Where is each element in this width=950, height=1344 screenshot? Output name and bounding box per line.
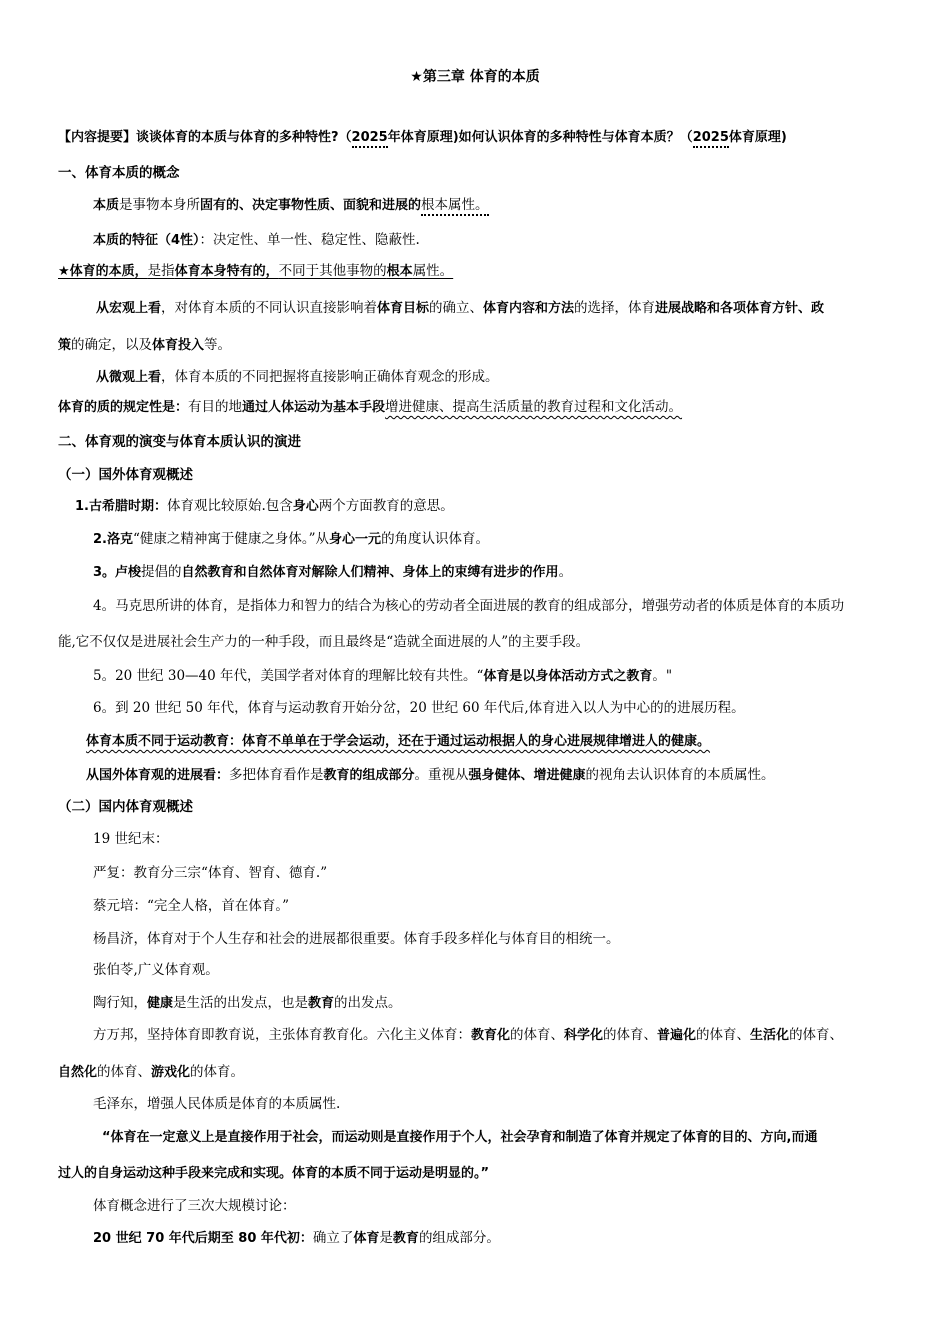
essence-definition: 本质是事物本身所固有的、决定事物性质、面貌和进展的根本属性。 <box>93 196 903 215</box>
domestic-item: 20 世纪 70 年代后期至 80 年代初：确立了体育是教育的组成部分。 <box>93 1230 500 1246</box>
domestic-item: 体育概念进行了三次大规模讨论： <box>93 1198 296 1214</box>
chapter-title: ★第三章 体育的本质 <box>410 69 540 85</box>
subsection-heading-domestic: （二）国内体育观概述 <box>58 799 193 815</box>
domestic-item: 严复：教育分三宗“体育、智育、德育.” <box>93 865 328 881</box>
domestic-item: 毛泽东，增强人民体质是体育的本质属性. <box>93 1096 341 1112</box>
domestic-item: 蔡元培：“完全人格，首在体育。” <box>93 898 290 914</box>
foreign-item-1: 1.古希腊时期：体育观比较原始.包含身心两个方面教育的意思。 <box>75 498 454 514</box>
macro-view-cont: 策的确定，以及体育投入等。 <box>58 337 232 353</box>
domestic-item: 张伯苓,广义体育观。 <box>93 962 219 978</box>
foreign-item-4: 4。马克思所讲的体育，是指体力和智力的结合为核心的劳动者全面进展的教育的组成部分，增强劳动者的体质是体育的本质功 <box>93 598 845 614</box>
domestic-item: 陶行知，健康是生活的出发点，也是教育的出发点。 <box>93 995 402 1011</box>
foreign-item-5: 5。20 世纪 30—40 年代，美国学者对体育的理解比较有共性。“体育是以身体活动方式之教育。" <box>93 668 673 684</box>
foreign-item-4-cont: 能,它不仅仅是进展社会生产力的一种手段，而且最终是“造就全面进展的人”的主要手段。 <box>58 634 590 650</box>
pe-vs-sport-education: 体育本质不同于运动教育：体育不单单在于学会运动，还在于通过运动根据人的身心进展规律增进人的健康。 <box>86 734 711 749</box>
content-summary: 【内容提要】谈谈体育的本质与体育的多种特性?（2025年体育原理)如何认识体育的多种特性与体育本质？（2025体育原理) <box>58 128 903 147</box>
macro-view: 从宏观上看，对体育本质的不同认识直接影响着体育目标的确立、体育内容和方法的选择，体育进展战略和各项体育方针、政 <box>96 300 825 316</box>
foreign-summary: 从国外体育观的进展看：多把体育看作是教育的组成部分。重视从强身健体、增进健康的视角去认识体育的本质属性。 <box>86 767 775 783</box>
pe-qualitative-definition: 体育的质的规定性是：有目的地通过人体运动为基本手段增进健康、提高生活质量的教育过程和文化活动。 <box>58 399 683 415</box>
foreign-item-6: 6。到 20 世纪 50 年代，体育与运动教育开始分岔，20 世纪 60 年代后,体育进入以人为中心的的进展历程。 <box>93 700 745 716</box>
essence-features: 本质的特征（4性）：决定性、单一性、稳定性、隐蔽性. <box>93 232 420 248</box>
quote-line-cont: 过人的自身运动这种手段来完成和实现。体育的本质不同于运动是明显的。” <box>58 1166 490 1181</box>
domestic-item: 19 世纪末： <box>93 831 169 847</box>
quote-line: “体育在一定意义上是直接作用于社会，而运动则是直接作用于个人，社会孕育和制造了体育并规定了体育的目的、方向,而通 <box>102 1130 818 1145</box>
domestic-item-cont: 自然化的体育、游戏化的体育。 <box>58 1064 245 1080</box>
micro-view: 从微观上看，体育本质的不同把握将直接影响正确体育观念的形成。 <box>96 369 499 385</box>
section-heading-1: 一、体育本质的概念 <box>58 165 180 181</box>
domestic-item: 杨昌济，体育对于个人生存和社会的进展都很重要。体育手段多样化与体育目的相统一。 <box>93 931 620 947</box>
foreign-item-3: 3。卢梭提倡的自然教育和自然体育对解除人们精神、身体上的束缚有进步的作用。 <box>93 564 573 580</box>
section-heading-2: 二、体育观的演变与体育本质认识的演进 <box>58 434 301 450</box>
pe-essence-definition: ★体育的本质，是指体育本身特有的，不同于其他事物的根本属性。 <box>58 263 454 279</box>
domestic-item: 方万邦，坚持体育即教育说，主张体育教育化。六化主义体育：教育化的体育、科学化的体育、普遍化的体育、生活化的体育、 <box>93 1027 844 1043</box>
subsection-heading-foreign: （一）国外体育观概述 <box>58 467 193 483</box>
foreign-item-2: 2.洛克“健康之精神寓于健康之身体。”从身心一元的角度认识体育。 <box>93 531 490 547</box>
